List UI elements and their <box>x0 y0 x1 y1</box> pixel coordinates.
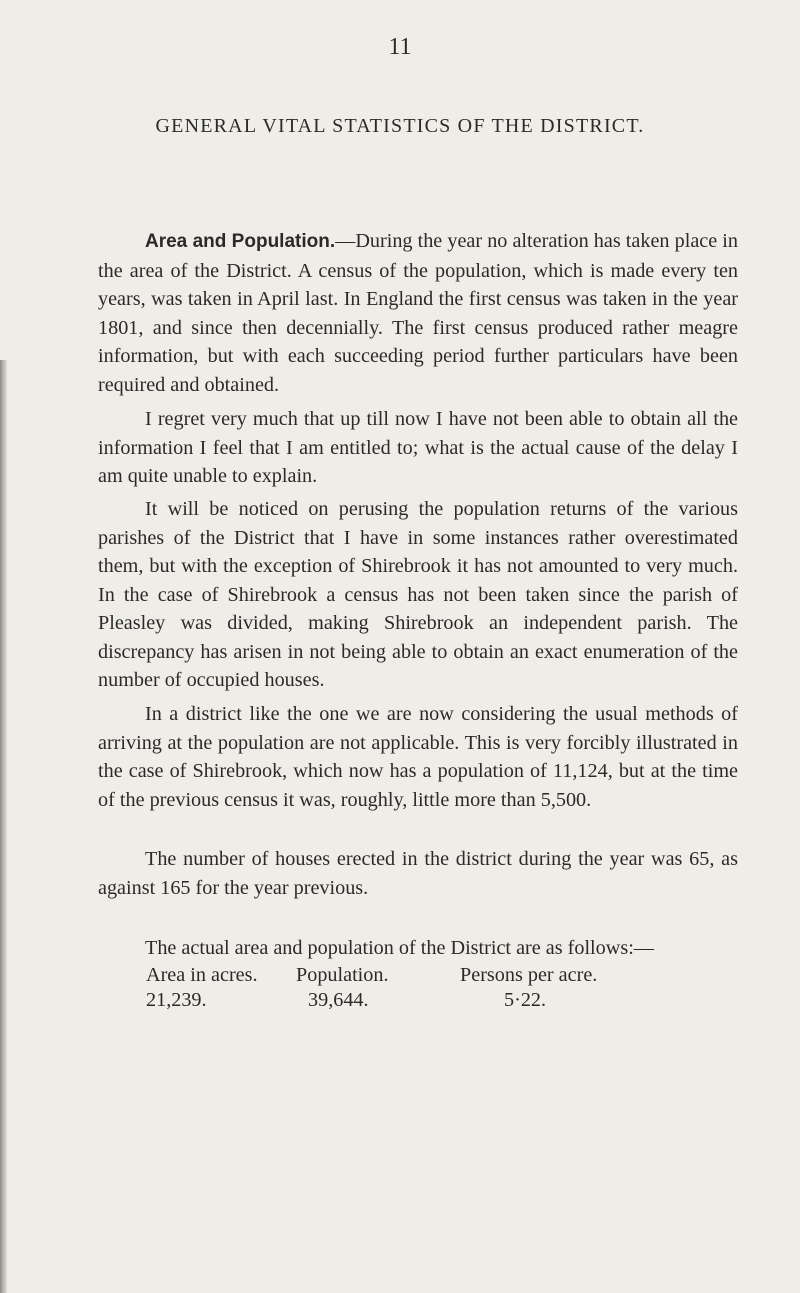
summary-header-row <box>146 964 746 990</box>
page-edge-shadow <box>0 360 7 1293</box>
run-in-heading: Area and Population. <box>145 231 336 252</box>
value-persons-per-acre: 5·22. <box>504 989 547 1011</box>
paragraph-district-methods: In a district like the one we are now considering the usual methods of arriving at the population are not applicable. This is very forcibly illustrated in the case of Shirebrook, which now has a population of 11,124, but at the time of the previous census it was, roughly, little more than 5,500. <box>98 703 738 811</box>
header-area: Area in acres. <box>146 964 258 986</box>
header-population: Population. <box>296 964 389 986</box>
paragraph-regret: I regret very much that up till now I have not been able to obtain all the information I feel that I am entitled to; what is the actual cause of the delay I am quite unable to explain. <box>98 408 738 487</box>
summary-value-row <box>146 989 746 1015</box>
paragraph-population-returns: It will be noticed on perusing the population returns of the various parishes of the District that I have in some instances rather overestimated them, but with the exception of Shirebrook it has not amounted to very much. In the case of Shirebrook a census has not been taken since the parish of Pleasley was divided, making Shirebrook an independent parish. The discrepancy has arisen in not being able to obtain an exact enumeration of the number of occupied houses. <box>98 498 738 691</box>
value-area: 21,239. <box>146 989 207 1011</box>
section-heading: GENERAL VITAL STATISTICS OF THE DISTRICT. <box>155 115 645 137</box>
paragraph-houses-erected: The number of houses erected in the district during the year was 65, as against 165 for the year previous. <box>98 848 738 899</box>
page-number: 11 <box>388 34 412 60</box>
value-population: 39,644. <box>308 989 369 1011</box>
paragraph-actual-area: The actual area and population of the District are as follows:— <box>145 937 654 959</box>
paragraph-text: —During the year no alteration has taken place in the area of the District. A census of the population, which is made every ten years, was taken in April last. In England the first census was taken in the year 1801, and since then decennially. The first census produced rather meagre information, but with each succeeding period further particulars have been required and obtained. <box>98 230 738 396</box>
header-persons-per-acre: Persons per acre. <box>460 964 598 986</box>
paragraph-area-population <box>98 227 738 399</box>
